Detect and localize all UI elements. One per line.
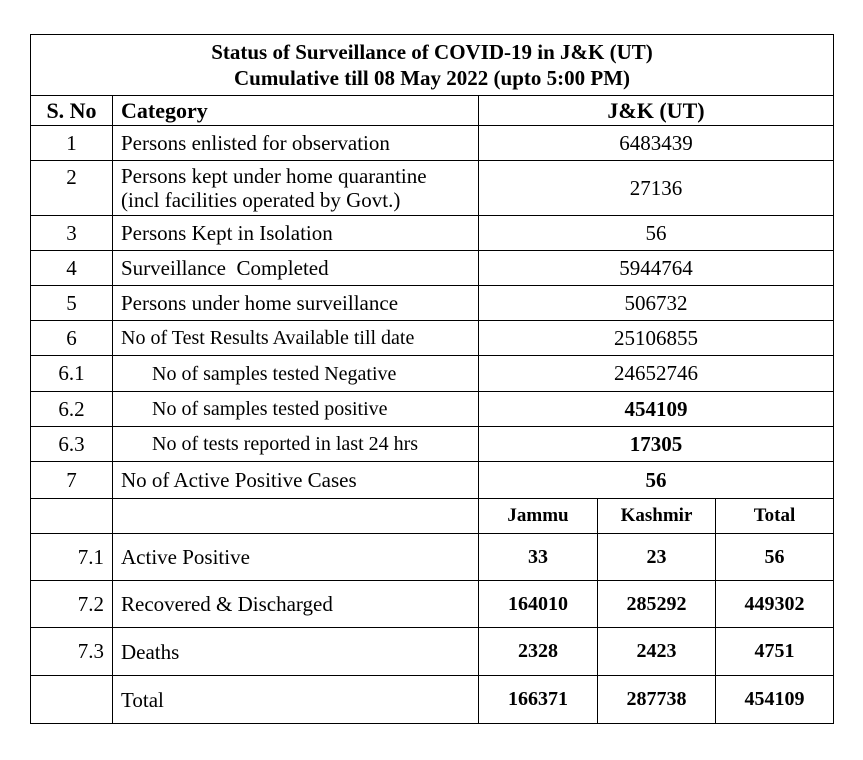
table-row xyxy=(31,216,834,251)
header-category: Category xyxy=(113,96,479,126)
row-kashmir: 2423 xyxy=(598,628,716,676)
header-kashmir: Kashmir xyxy=(598,499,716,534)
row-sno: 7.2 xyxy=(31,581,113,628)
table-row xyxy=(31,356,834,392)
row-total: 56 xyxy=(716,534,834,581)
title-line-1: Status of Surveillance of COVID-19 in J&K (UT) xyxy=(211,40,653,64)
empty-cell xyxy=(113,499,479,534)
row-total: 454109 xyxy=(716,676,834,724)
row-jammu: 166371 xyxy=(479,676,598,724)
table-row xyxy=(31,126,834,161)
row-sno: 6 xyxy=(31,321,113,356)
row-category: Surveillance Completed xyxy=(113,251,479,286)
row-jammu: 2328 xyxy=(479,628,598,676)
table-row xyxy=(31,427,834,462)
row-sno: 7.3 xyxy=(31,628,113,676)
empty-cell xyxy=(31,499,113,534)
row-sno: 6.2 xyxy=(31,392,113,427)
row-sno: 4 xyxy=(31,251,113,286)
row-sno: 3 xyxy=(31,216,113,251)
row-category-line-2: (incl facilities operated by Govt.) xyxy=(121,188,401,212)
row-category: No of tests reported in last 24 hrs xyxy=(113,427,479,462)
row-total: 4751 xyxy=(716,628,834,676)
header-total: Total xyxy=(716,499,834,534)
header-jammu: Jammu xyxy=(479,499,598,534)
table-row xyxy=(31,321,834,356)
row-value: 6483439 xyxy=(479,126,834,161)
row-value: 25106855 xyxy=(479,321,834,356)
row-value: 24652746 xyxy=(479,356,834,392)
row-sno: 7.1 xyxy=(31,534,113,581)
row-value: 27136 xyxy=(479,161,834,216)
row-category xyxy=(113,161,479,216)
row-category: No of Test Results Available till date xyxy=(113,321,479,356)
table-row xyxy=(31,462,834,499)
row-category: No of samples tested Negative xyxy=(113,356,479,392)
table-row xyxy=(31,251,834,286)
split-row xyxy=(31,628,834,676)
row-sno xyxy=(31,676,113,724)
row-category: Total xyxy=(113,676,479,724)
covid-surveillance-table xyxy=(30,34,834,724)
split-total-row xyxy=(31,676,834,724)
table-row xyxy=(31,286,834,321)
split-row xyxy=(31,534,834,581)
row-sno: 6.3 xyxy=(31,427,113,462)
table-row xyxy=(31,161,834,216)
row-category: Recovered & Discharged xyxy=(113,581,479,628)
split-header-row xyxy=(31,499,834,534)
row-category: Deaths xyxy=(113,628,479,676)
row-value: 5944764 xyxy=(479,251,834,286)
row-category-line-1: Persons kept under home quarantine xyxy=(121,164,427,188)
title-line-2: Cumulative till 08 May 2022 (upto 5:00 PM) xyxy=(233,66,631,90)
row-total: 449302 xyxy=(716,581,834,628)
header-sno: S. No xyxy=(31,96,113,126)
header-value: J&K (UT) xyxy=(479,96,834,126)
row-jammu: 33 xyxy=(479,534,598,581)
row-sno: 5 xyxy=(31,286,113,321)
row-kashmir: 23 xyxy=(598,534,716,581)
row-value: 454109 xyxy=(479,392,834,427)
row-value: 506732 xyxy=(479,286,834,321)
row-value: 17305 xyxy=(479,427,834,462)
row-category: Persons Kept in Isolation xyxy=(113,216,479,251)
row-category: Active Positive xyxy=(113,534,479,581)
row-sno: 6.1 xyxy=(31,356,113,392)
table-row xyxy=(31,392,834,427)
row-sno: 2 xyxy=(31,161,113,216)
row-category: No of samples tested positive xyxy=(113,392,479,427)
header-row xyxy=(31,96,834,126)
title-row xyxy=(31,35,834,96)
row-category: Persons enlisted for observation xyxy=(113,126,479,161)
row-kashmir: 285292 xyxy=(598,581,716,628)
row-kashmir: 287738 xyxy=(598,676,716,724)
row-category: Persons under home surveillance xyxy=(113,286,479,321)
split-row xyxy=(31,581,834,628)
row-sno: 1 xyxy=(31,126,113,161)
row-jammu: 164010 xyxy=(479,581,598,628)
row-sno: 7 xyxy=(31,462,113,499)
table-title xyxy=(31,35,834,96)
row-value: 56 xyxy=(479,462,834,499)
row-value: 56 xyxy=(479,216,834,251)
row-category: No of Active Positive Cases xyxy=(113,462,479,499)
